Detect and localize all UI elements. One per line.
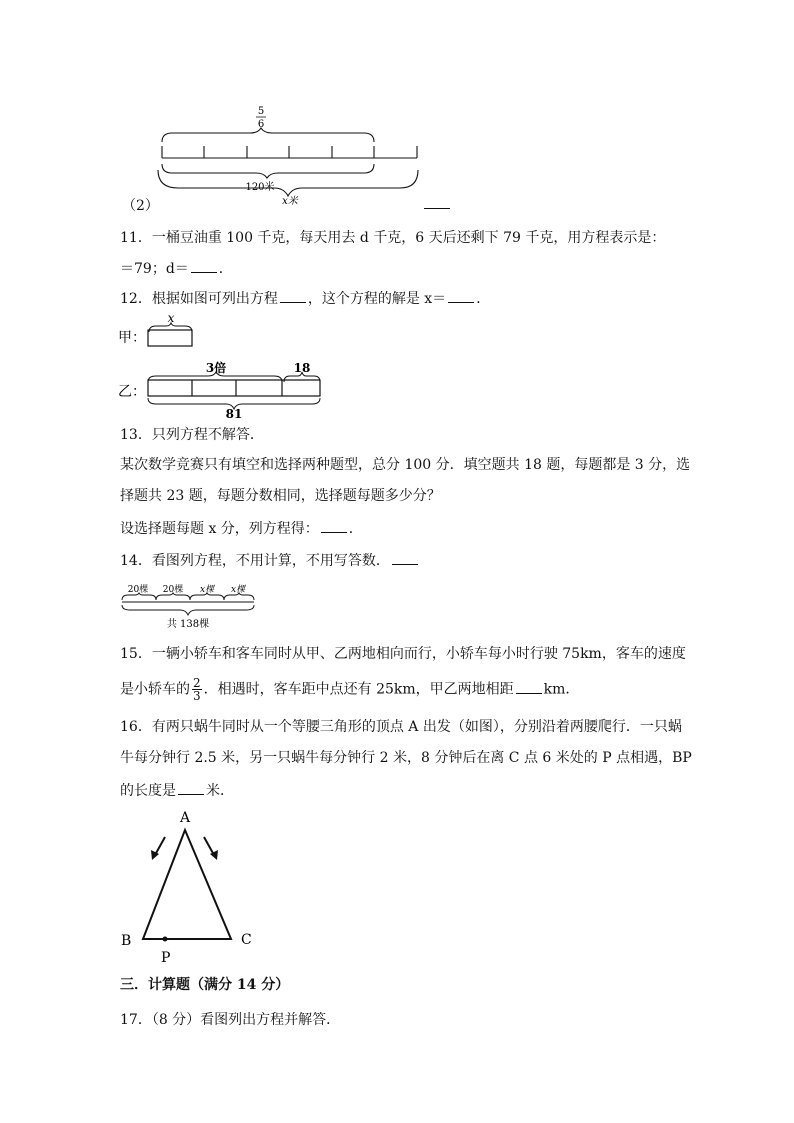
q17-text: 17．（8 分）看图列出方程并解答． — [120, 1012, 341, 1028]
q16-line1: 16．有两只蜗牛同时从一个等腰三角形的顶点 A 出发（如图），分别沿着两腰爬行．一只蜗 — [120, 719, 682, 735]
seg2-label: 20棵 — [162, 585, 184, 595]
yi-81: 81 — [225, 407, 243, 420]
jia-label: 甲： — [118, 330, 146, 346]
diagram-q12 — [116, 310, 346, 420]
answer-blank — [392, 550, 418, 565]
fraction-two-thirds: $\frac{2}{3}$ — [193, 676, 201, 703]
arrow-right — [204, 837, 214, 855]
answer-blank — [516, 679, 542, 694]
total-label: 共 138棵 — [166, 619, 210, 630]
q12-question: 12．根据如图可列出方程 ，这个方程的解是 x＝ ． — [120, 288, 490, 309]
yi-times: 3倍 — [205, 361, 227, 375]
isosceles-triangle — [143, 830, 231, 939]
seg1-label: 20棵 — [127, 585, 149, 595]
top-brace — [162, 128, 374, 142]
vertex-c-label: C — [241, 932, 252, 948]
answer-blank — [178, 780, 204, 795]
q13-line3: 设选择题每题 x 分，列方程得： ． — [120, 518, 363, 539]
answer-blank — [321, 518, 347, 533]
seg4-label: x棵 — [230, 585, 246, 595]
diagram-q14 — [118, 578, 268, 633]
brace-120 — [162, 164, 374, 178]
answer-blank — [448, 288, 474, 303]
q15-line2: 是小轿车的 $\frac{2}{3}$ ．相遇时，客车距中点还有 25km，甲乙两地相距 km． — [120, 676, 580, 703]
answer-blank-q10 — [424, 208, 450, 209]
label-x: x米 — [282, 196, 298, 207]
q16-line3: 的长度是 米． — [120, 780, 234, 801]
brace-x — [158, 170, 418, 196]
jia-box — [148, 330, 192, 346]
jia-x: x — [167, 311, 175, 325]
fraction-numerator: 5 — [257, 106, 265, 117]
vertex-b-label: B — [121, 933, 132, 949]
point-p-label: P — [161, 950, 171, 965]
yi-bar — [148, 380, 320, 396]
q13-line1: 某次数学竞赛只有填空和选择两种题型，总分 100 分．填空题共 18 题，每题都是 3 分，选 — [120, 457, 691, 473]
fraction-denominator: 6 — [257, 119, 265, 130]
q11-line2: ＝79；d＝ ． — [120, 258, 233, 279]
q15-line1: 15．一辆小轿车和客车同时从甲、乙两地相向而行，小轿车每小时行驶 75km，客车的速度 — [120, 646, 686, 662]
label-120: 120米 — [245, 182, 275, 193]
arrow-left — [155, 837, 165, 855]
yi-label: 乙： — [118, 384, 146, 400]
section-title: 三．计算题（满分 14 分） — [120, 977, 290, 993]
yi-18: 18 — [293, 361, 311, 375]
segment-diagram-q10 — [150, 100, 440, 215]
q14-question: 14．看图列方程，不用计算，不用写答数． — [120, 550, 420, 571]
q11-line1: 11．一桶豆油重 100 千克，每天用去 d 千克，6 天后还剩下 79 千克，用方程表示是： — [120, 230, 666, 246]
q16-line2: 牛每分钟行 2.5 米，另一只蜗牛每分钟行 2 米，8 分钟后在离 C 点 6 米处的 P 点相遇，BP — [120, 750, 692, 766]
triangle-diagram — [115, 805, 265, 965]
part-label: （2） — [122, 198, 159, 214]
point-p — [163, 937, 168, 942]
seg3-label: x棵 — [199, 585, 215, 595]
vertex-a-label: A — [179, 810, 191, 826]
answer-blank — [280, 288, 306, 303]
q13-title: 13．只列方程不解答． — [120, 427, 264, 443]
answer-blank — [191, 258, 217, 273]
q13-line2: 择题共 23 题，每题分数相同，选择题每题多少分？ — [120, 488, 441, 504]
